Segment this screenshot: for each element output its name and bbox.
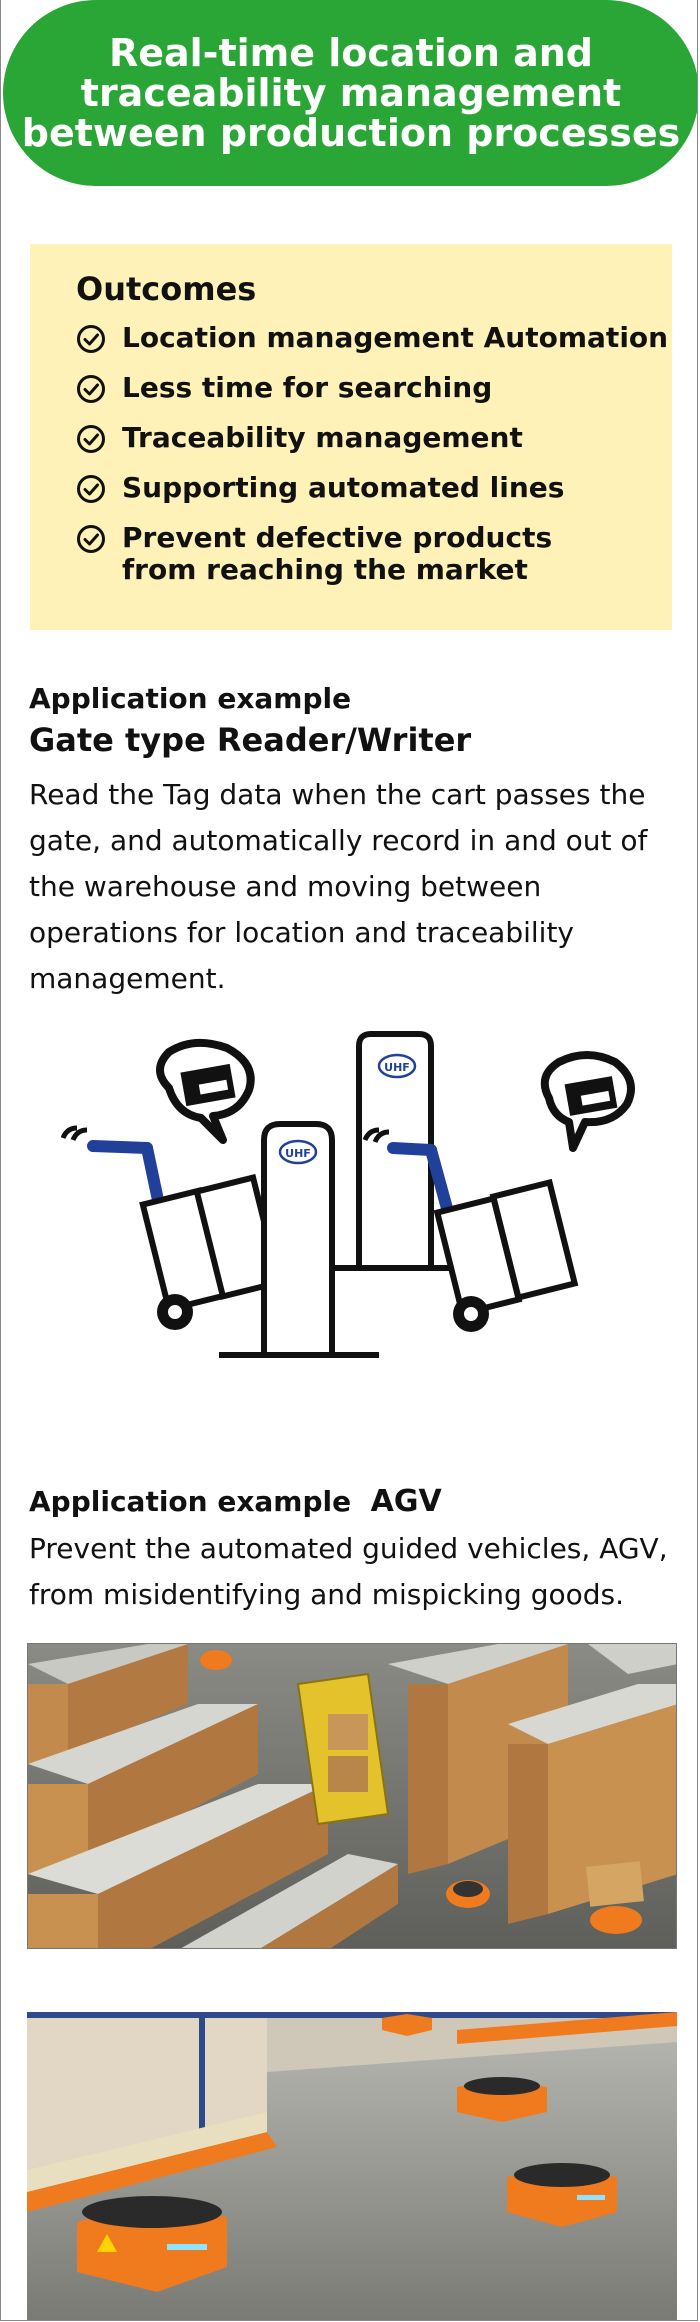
check-circle-icon (76, 424, 106, 454)
outcomes-heading: Outcomes (76, 270, 257, 308)
gate-section-description: Read the Tag data when the cart passes the gate, and automatically record in and out of the warehouse and moving between operations for location and traceability management. (29, 778, 648, 995)
outcome-item (76, 372, 672, 404)
outcome-item (76, 322, 672, 354)
agv-label-text: Application example (29, 1485, 352, 1518)
warehouse-agv-photo (27, 1643, 677, 1949)
uhf-tag-right: UHF (384, 1061, 410, 1074)
outcomes-box (30, 244, 672, 630)
agv-label-title: AGV (370, 1484, 442, 1519)
uhf-tag-left: UHF (285, 1147, 311, 1160)
gate-section-label: Application example (29, 682, 352, 715)
left-cart (63, 1043, 279, 1330)
outcome-text: Location management Automation (122, 321, 669, 354)
outcome-text: Traceability management (122, 421, 523, 454)
gate-reader-illustration (59, 1028, 649, 1368)
page-title: Real-time location and traceability management between production processes (21, 31, 681, 155)
outcomes-list (76, 322, 672, 586)
gate-section-title: Gate type Reader/Writer (29, 721, 472, 759)
outcome-item (76, 472, 672, 504)
check-circle-icon (76, 524, 106, 554)
check-circle-icon (76, 374, 106, 404)
title-banner (3, 0, 698, 186)
agv-section-description: Prevent the automated guided vehicles, AGV, from misidentifying and mispicking goods. (29, 1532, 668, 1611)
check-circle-icon (76, 324, 106, 354)
warehouse-scene (28, 1644, 677, 1949)
check-circle-icon (76, 474, 106, 504)
outcome-text: Supporting automated lines (122, 471, 565, 504)
agv-robots-photo (27, 2012, 677, 2321)
agv-section-label (29, 1484, 442, 1519)
agv-robots-scene (27, 2012, 677, 2321)
outcome-item (76, 522, 672, 586)
outcome-item (76, 422, 672, 454)
outcome-text: Prevent defective products from reaching the market (122, 521, 553, 586)
outcome-text: Less time for searching (122, 371, 493, 404)
